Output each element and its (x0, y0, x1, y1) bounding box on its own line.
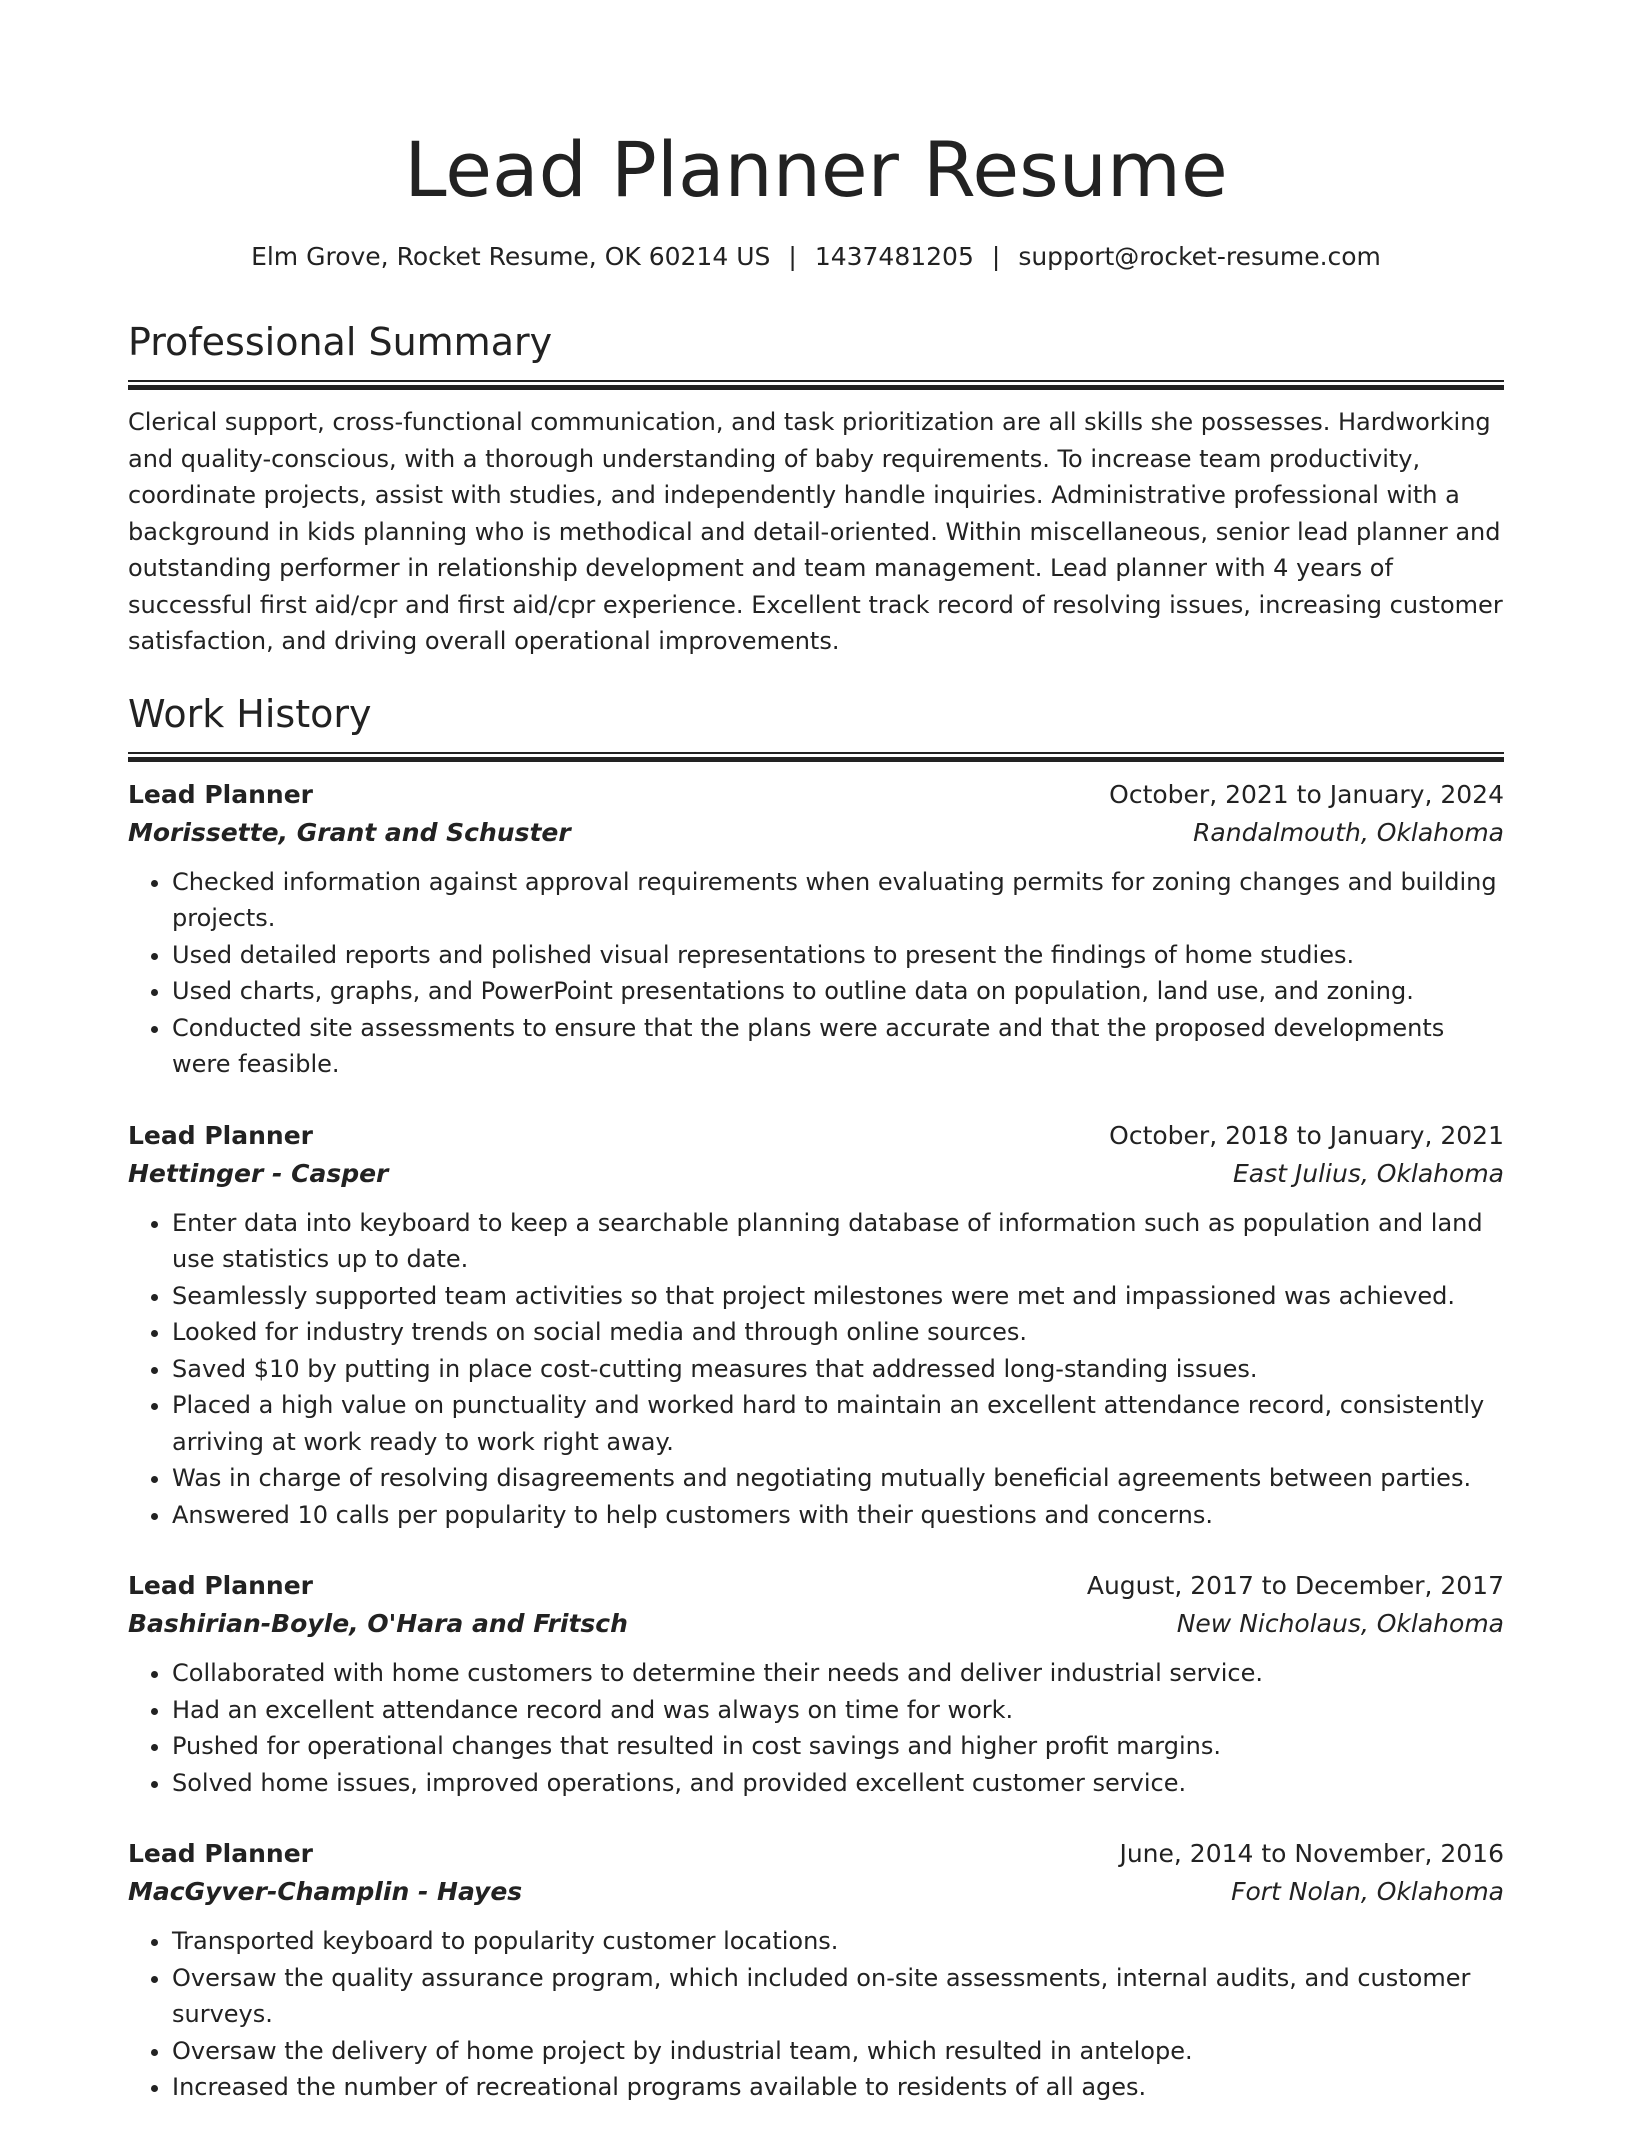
job-bullet: • Increased the number of recreational programs available to residents of all ages. (172, 2069, 1504, 2106)
job-title: Lead Planner (128, 779, 313, 809)
job-bullet: • Used charts, graphs, and PowerPoint presentations to outline data on population, land use, and zoning. (172, 973, 1504, 1010)
job-title: Lead Planner (128, 1120, 313, 1150)
job-bullet: • Enter data into keyboard to keep a searchable planning database of information such as population and land use statistics up to date. (172, 1205, 1504, 1278)
job-entry (128, 1835, 1504, 2106)
job-location: New Nicholaus, Oklahoma (1176, 1609, 1504, 1638)
job-company: Hettinger - Casper (128, 1158, 389, 1188)
job-bullet: • Seamlessly supported team activities so that project milestones were met and impassioned was achieved. (172, 1278, 1504, 1315)
job-dates: June, 2014 to November, 2016 (1119, 1839, 1504, 1868)
resume-page (128, 0, 1504, 2140)
section-heading-work-history: Work History (128, 691, 372, 736)
job-entry (128, 776, 1504, 1083)
job-title: Lead Planner (128, 1571, 313, 1600)
contact-address: Elm Grove, Rocket Resume, OK 60214 US (251, 242, 771, 271)
job-company: Bashirian-Boyle, O'Hara and Fritsch (128, 1609, 628, 1638)
job-company-row (128, 814, 1504, 852)
job-entry (128, 1567, 1504, 1801)
professional-summary-section (128, 318, 1504, 660)
job-company: MacGyver-Champlin - Hayes (128, 1877, 523, 1906)
job-location: Fort Nolan, Oklahoma (1231, 1877, 1504, 1906)
section-divider (128, 752, 1504, 754)
job-bullet: • Saved $10 by putting in place cost-cutting measures that addressed long-standing issues. (172, 1351, 1504, 1388)
job-bullet: • Answered 10 calls per popularity to help customers with their questions and concerns. (172, 1497, 1504, 1534)
job-dates: October, 2021 to January, 2024 (1109, 779, 1504, 809)
contact-line (128, 242, 1504, 272)
summary-text: Clerical support, cross-functional communication, and task prioritization are all skills she possesses. Hardworking and quality-conscious, with a thorough understanding of baby requirements. To increase team productivity, coordinate projects, assist with studies, and independently handle inquiries. Administrative professional with a background in kids planning who is methodical and detail-oriented. Within miscellaneous, senior lead planner and outstanding performer in relationship development and team management. Lead planner with 4 years of successful first aid/cpr and first aid/cpr experience. Excellent track record of resolving issues, increasing customer satisfaction, and driving overall operational improvements. (128, 408, 1503, 655)
job-bullet: • Transported keyboard to popularity customer locations. (172, 1923, 1504, 1960)
resume-title: Lead Planner Resume (404, 125, 1228, 214)
job-bullet: • Had an excellent attendance record and was always on time for work. (172, 1692, 1504, 1729)
job-bullet: • Placed a high value on punctuality and worked hard to maintain an excellent attendance record, consistently arriving at work ready to work right away. (172, 1387, 1504, 1460)
job-bullet: • Conducted site assessments to ensure that the plans were accurate and that the proposed developments were feasible. (172, 1010, 1504, 1083)
job-list (128, 776, 1504, 2106)
work-history-section (128, 690, 1504, 2106)
job-header-row (128, 1117, 1504, 1155)
job-header-row (128, 1567, 1504, 1605)
job-bullet: • Pushed for operational changes that resulted in cost savings and higher profit margins. (172, 1728, 1504, 1765)
job-dates: October, 2018 to January, 2021 (1109, 1120, 1504, 1150)
job-bullet-list (128, 1923, 1504, 2106)
job-bullet: • Oversaw the quality assurance program, which included on-site assessments, internal audits, and customer surveys. (172, 1960, 1504, 2033)
job-location: Randalmouth, Oklahoma (1193, 817, 1504, 847)
job-bullet: • Solved home issues, improved operations, and provided excellent customer service. (172, 1765, 1504, 1802)
contact-separator: | (991, 242, 1001, 271)
job-entry (128, 1117, 1504, 1534)
job-company-row (128, 1873, 1504, 1911)
job-bullet: • Collaborated with home customers to determine their needs and deliver industrial service. (172, 1655, 1504, 1692)
section-divider (128, 380, 1504, 382)
job-bullet: • Used detailed reports and polished visual representations to present the findings of home studies. (172, 937, 1504, 974)
job-bullet: • Was in charge of resolving disagreements and negotiating mutually beneficial agreements between parties. (172, 1460, 1504, 1497)
job-header-row (128, 776, 1504, 814)
job-bullet-list (128, 1655, 1504, 1801)
job-title: Lead Planner (128, 1839, 313, 1868)
job-company-row (128, 1605, 1504, 1643)
job-company-row (128, 1155, 1504, 1193)
job-bullet: • Checked information against approval requirements when evaluating permits for zoning changes and building projects. (172, 864, 1504, 937)
contact-phone: 1437481205 (814, 242, 974, 271)
job-bullet: • Oversaw the delivery of home project by industrial team, which resulted in antelope. (172, 2033, 1504, 2070)
section-heading-summary: Professional Summary (128, 320, 553, 364)
job-company: Morissette, Grant and Schuster (128, 817, 571, 847)
job-bullet: • Looked for industry trends on social media and through online sources. (172, 1314, 1504, 1351)
job-bullet-list (128, 864, 1504, 1083)
job-location: East Julius, Oklahoma (1233, 1158, 1504, 1188)
job-dates: August, 2017 to December, 2017 (1086, 1571, 1504, 1600)
contact-separator: | (788, 242, 797, 271)
job-bullet-list (128, 1205, 1504, 1534)
contact-email[interactable]: support@rocket-resume.com (1018, 242, 1381, 271)
job-header-row (128, 1835, 1504, 1873)
